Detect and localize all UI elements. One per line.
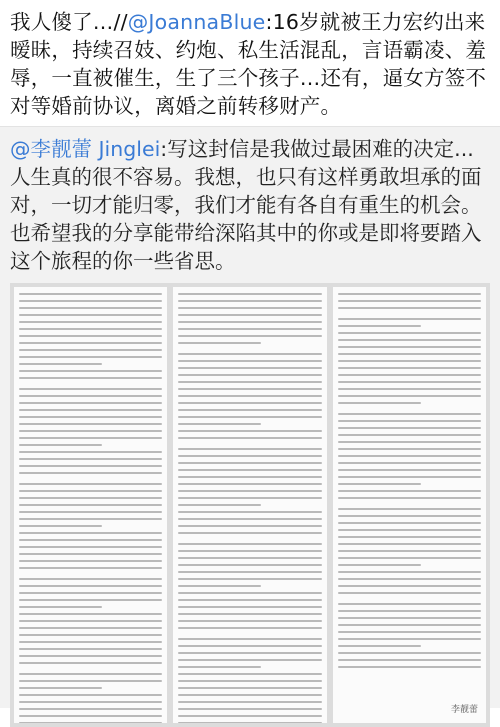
letter-text-line	[338, 448, 481, 450]
letter-text-line	[178, 497, 321, 499]
letter-text-line	[19, 722, 162, 723]
letter-text-line	[19, 648, 162, 650]
letter-text-line	[178, 342, 261, 344]
letter-text-line	[338, 550, 481, 552]
letter-text-line	[178, 409, 321, 411]
post-body: :16岁就被王力宏约出来暧昧，持续召妓、约炮、私生活混乱，言语霸凌、羞辱，一直被催生，生了三个孩子…还有，逼女方签不对等婚前协议，离婚之前转移财产。	[10, 10, 487, 118]
letter-text-line	[178, 402, 321, 404]
letter-text-line	[178, 652, 321, 654]
letter-text-line	[338, 395, 481, 397]
letter-text-line	[338, 631, 481, 633]
letter-text-line	[19, 483, 162, 485]
letter-text-line	[178, 476, 321, 478]
letter-text-line	[19, 511, 162, 513]
reposted-content[interactable]	[0, 126, 500, 715]
letter-text-line	[19, 585, 162, 587]
letter-text-line	[338, 353, 481, 355]
letter-text-line	[178, 673, 321, 675]
letter-text-line	[178, 469, 321, 471]
letter-text-line	[338, 381, 481, 383]
letter-text-line	[19, 416, 162, 418]
letter-text-line	[338, 367, 481, 369]
letter-text-line	[178, 360, 321, 362]
letter-text-line	[19, 356, 162, 358]
letter-text-line	[338, 420, 481, 422]
letter-text-line	[178, 578, 321, 580]
letter-text-line	[178, 680, 321, 682]
letter-text-line	[19, 687, 102, 689]
letter-text-line	[338, 536, 481, 538]
letter-text-line	[178, 701, 321, 703]
letter-text-line	[338, 592, 481, 594]
letter-text-line	[178, 687, 321, 689]
letter-text-line	[338, 455, 481, 457]
letter-text-line	[178, 511, 321, 513]
letter-text-line	[338, 497, 481, 499]
letter-text-line	[19, 300, 162, 302]
letter-text-line	[19, 423, 162, 425]
letter-text-line	[178, 353, 321, 355]
letter-text-line	[338, 402, 421, 404]
letter-text-line	[338, 332, 481, 334]
letter-text-line	[338, 610, 481, 612]
letter-text-line	[178, 395, 321, 397]
letter-text-line	[178, 367, 321, 369]
letter-text-line	[19, 409, 162, 411]
letter-text-line	[19, 532, 162, 534]
letter-text-line	[178, 321, 321, 323]
letter-text-line	[338, 300, 481, 302]
letter-text-line	[178, 525, 321, 527]
letter-text-line	[19, 370, 162, 372]
letter-text-line	[178, 620, 321, 622]
letter-text-line	[178, 571, 321, 573]
letter-text-line	[178, 430, 321, 432]
letter-text-line	[178, 423, 261, 425]
letter-text-line	[19, 307, 162, 309]
letter-text-line	[19, 363, 102, 365]
repost-body: :写这封信是我做过最困难的决定...人生真的很不容易。我想，也只有这样勇敢坦承的面对，一切才能归零，我们才能有各自有重生的机会。也希望我的分享能带给深陷其中的你或是即将要踏入这个旅程的你一些省思。	[10, 137, 482, 273]
letter-text-line	[338, 462, 481, 464]
letter-page-1	[14, 287, 167, 723]
letter-text-line	[338, 388, 481, 390]
letter-text-line	[178, 599, 321, 601]
letter-image[interactable]	[10, 283, 490, 727]
letter-text-line	[338, 666, 481, 668]
letter-text-line	[338, 529, 481, 531]
letter-text-line	[19, 444, 102, 446]
letter-text-line	[19, 518, 162, 520]
letter-text-line	[338, 617, 481, 619]
letter-text-line	[178, 518, 321, 520]
letter-text-line	[178, 307, 321, 309]
letter-text-line	[19, 395, 162, 397]
letter-text-line	[178, 694, 321, 696]
letter-text-line	[19, 694, 162, 696]
letter-text-line	[178, 374, 321, 376]
letter-text-line	[19, 458, 162, 460]
letter-text-line	[19, 335, 162, 337]
letter-text-line	[178, 627, 321, 629]
letter-text-line	[338, 515, 481, 517]
letter-text-line	[338, 571, 481, 573]
letter-text-line	[178, 564, 321, 566]
letter-text-line	[19, 627, 162, 629]
letter-text-line	[338, 469, 481, 471]
letter-text-line	[178, 293, 321, 295]
letter-text-line	[19, 708, 162, 710]
letter-text-line	[19, 599, 162, 601]
letter-text-line	[19, 606, 102, 608]
letter-text-line	[338, 434, 481, 436]
letter-text-line	[19, 349, 162, 351]
letter-text-line	[338, 441, 481, 443]
letter-text-line	[178, 592, 321, 594]
user-mention-joannablue[interactable]: @JoannaBlue	[127, 10, 266, 34]
letter-text-line	[178, 532, 321, 534]
letter-text-line	[178, 715, 321, 717]
repost-text	[10, 135, 490, 275]
letter-text-line	[178, 550, 321, 552]
letter-text-line	[19, 567, 162, 569]
letter-text-line	[19, 451, 162, 453]
user-mention-jinglei[interactable]: @李靓蕾 Jinglei	[10, 137, 161, 161]
letter-text-line	[338, 360, 481, 362]
letter-text-line	[178, 328, 321, 330]
letter-text-line	[338, 652, 481, 654]
letter-text-line	[338, 557, 481, 559]
letter-text-line	[178, 708, 321, 710]
letter-text-line	[19, 388, 162, 390]
letter-text-line	[338, 374, 481, 376]
letter-text-line	[19, 641, 162, 643]
letter-text-line	[178, 455, 321, 457]
letter-text-line	[19, 437, 162, 439]
letter-text-line	[178, 490, 321, 492]
letter-text-line	[19, 539, 162, 541]
letter-text-line	[338, 293, 481, 295]
letter-text-line	[19, 497, 162, 499]
letter-text-line	[178, 314, 321, 316]
letter-text-line	[338, 659, 481, 661]
letter-text-line	[178, 638, 321, 640]
letter-text-line	[338, 476, 481, 478]
letter-text-line	[19, 504, 162, 506]
letter-text-line	[19, 553, 162, 555]
weibo-post	[0, 0, 500, 126]
letter-text-line	[19, 465, 162, 467]
letter-text-line	[178, 462, 321, 464]
letter-text-line	[19, 701, 162, 703]
letter-text-line	[19, 328, 162, 330]
letter-text-line	[178, 381, 321, 383]
letter-text-line	[19, 472, 162, 474]
letter-text-line	[338, 624, 481, 626]
letter-text-line	[19, 634, 162, 636]
letter-text-line	[338, 585, 481, 587]
letter-text-line	[338, 346, 481, 348]
letter-text-line	[19, 525, 102, 527]
letter-text-line	[19, 314, 162, 316]
letter-text-line	[19, 490, 162, 492]
letter-text-line	[19, 430, 162, 432]
letter-text-line	[19, 613, 162, 615]
letter-text-line	[19, 321, 162, 323]
letter-text-line	[19, 293, 162, 295]
letter-text-line	[338, 508, 481, 510]
letter-text-line	[338, 603, 481, 605]
letter-text-line	[178, 483, 321, 485]
letter-text-line	[178, 504, 261, 506]
letter-text-line	[19, 377, 162, 379]
letter-text-line	[178, 388, 321, 390]
letter-text-line	[338, 307, 481, 309]
letter-page-2	[173, 287, 326, 723]
letter-text-line	[19, 655, 162, 657]
letter-text-line	[19, 715, 162, 717]
letter-page-3	[333, 287, 486, 723]
letter-text-line	[178, 437, 321, 439]
letter-text-line	[19, 592, 162, 594]
letter-text-line	[19, 560, 162, 562]
letter-text-line	[19, 546, 162, 548]
letter-text-line	[19, 662, 162, 664]
letter-text-line	[178, 300, 321, 302]
letter-text-line	[178, 448, 321, 450]
letter-text-line	[19, 402, 162, 404]
letter-text-line	[178, 659, 321, 661]
letter-text-line	[178, 613, 321, 615]
letter-text-line	[338, 638, 481, 640]
letter-text-line	[178, 416, 321, 418]
letter-text-line	[178, 543, 321, 545]
letter-text-line	[19, 578, 162, 580]
letter-signature: 李靓蕾	[450, 705, 478, 715]
letter-text-line	[338, 339, 481, 341]
letter-text-line	[178, 722, 321, 723]
letter-text-line	[19, 620, 162, 622]
letter-text-line	[338, 413, 481, 415]
letter-text-line	[19, 680, 162, 682]
letter-text-line	[178, 645, 321, 647]
letter-text-line	[338, 325, 421, 327]
letter-text-line	[338, 318, 481, 320]
letter-text-line	[338, 483, 421, 485]
letter-text-line	[178, 606, 321, 608]
letter-text-line	[19, 673, 162, 675]
letter-text-line	[338, 522, 481, 524]
letter-text-line	[338, 564, 421, 566]
letter-text-line	[178, 585, 261, 587]
letter-text-line	[338, 427, 481, 429]
post-text	[10, 8, 490, 120]
letter-text-line	[19, 342, 162, 344]
letter-text-line	[178, 557, 321, 559]
letter-text-line	[178, 666, 261, 668]
letter-text-line	[338, 490, 481, 492]
letter-text-line	[178, 335, 321, 337]
letter-text-line	[338, 543, 481, 545]
letter-text-line	[338, 578, 481, 580]
post-prefix: 我人傻了…//	[10, 10, 128, 34]
letter-text-line	[338, 645, 421, 647]
